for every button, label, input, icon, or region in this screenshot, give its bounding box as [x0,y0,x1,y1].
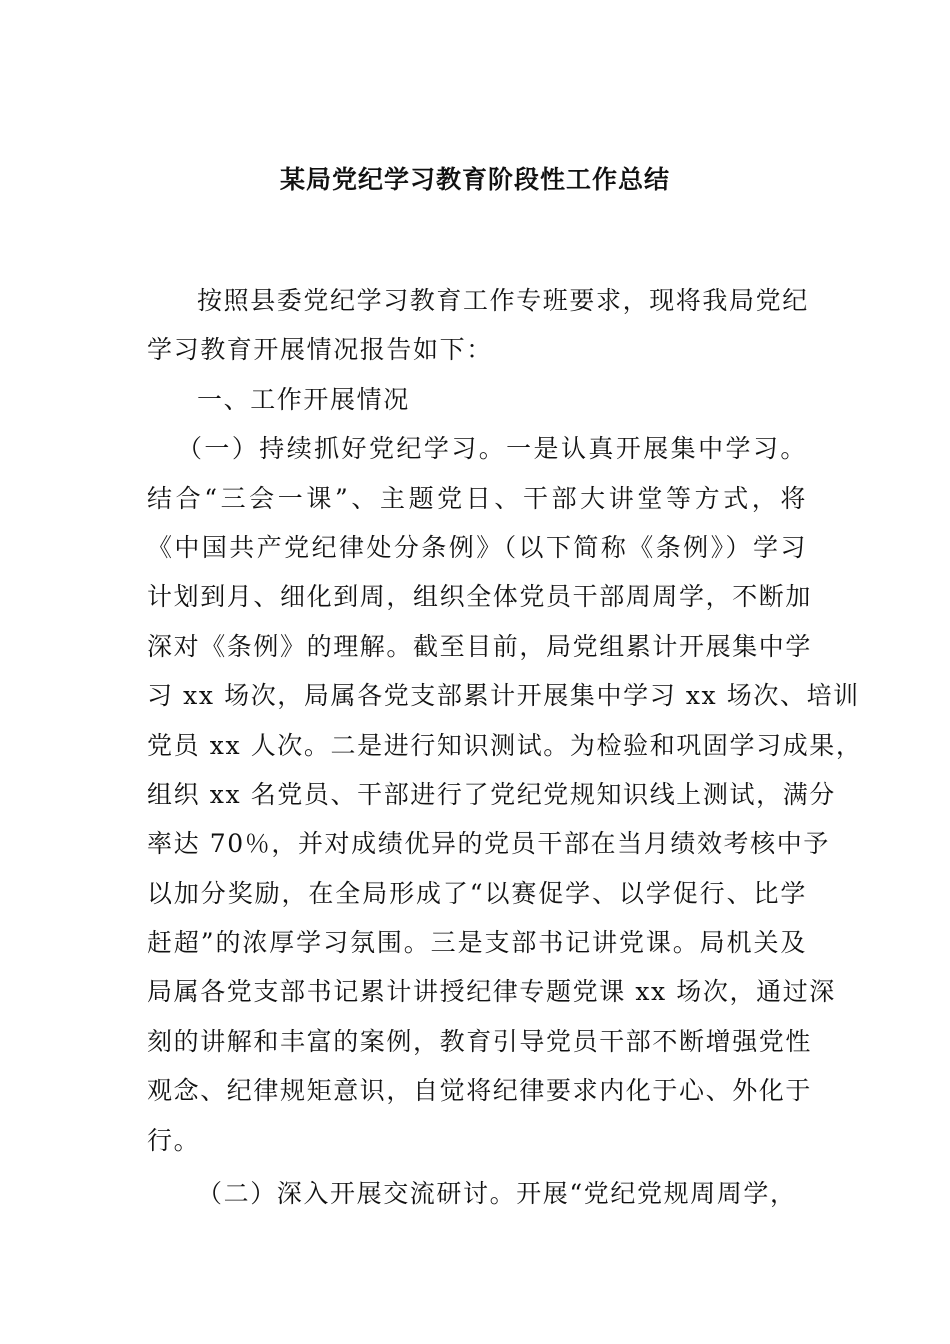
subsection-2-line-1: （二）深入开展交流研讨。开展“党纪党规周周学， [197,1179,797,1209]
subsection-1-line-7: 党员 xx 人次。二是进行知识测试。为检验和巩固学习成果， [147,730,863,760]
subsection-1-line-6: 习 xx 场次，局属各党支部累计开展集中学习 xx 场次、培训 [147,681,860,711]
subsection-1-line-9: 率达 70％，并对成绩优异的党员干部在当月绩效考核中予 [147,829,830,859]
subsection-1-line-14: 观念、纪律规矩意识，自觉将纪律要求内化于心、外化于 [147,1076,813,1106]
subsection-1-line-2: 结合“三会一课”、主题党日、干部大讲堂等方式，将 [147,483,807,513]
subsection-1-line-15: 行。 [147,1125,201,1155]
subsection-1-line-1: （一）持续抓好党纪学习。一是认真开展集中学习。 [177,434,807,464]
subsection-1-line-8: 组织 xx 名党员、干部进行了党纪党规知识线上测试，满分 [147,779,836,809]
document-title: 某局党纪学习教育阶段性工作总结 [279,165,670,194]
section-heading-1: 一、工作开展情况 [197,384,410,414]
subsection-1-line-13: 刻的讲解和丰富的案例，教育引导党员干部不断增强党性 [147,1026,813,1056]
subsection-1-line-11: 赶超”的浓厚学习氛围。三是支部书记讲党课。局机关及 [147,928,807,958]
subsection-1-line-12: 局属各党支部书记累计讲授纪律专题党课 xx 场次，通过深 [147,977,836,1007]
document-body [147,276,863,1218]
subsection-1-line-10: 以加分奖励，在全局形成了“以赛促学、以学促行、比学 [147,878,807,908]
paragraph-intro-line-2: 学习教育开展情况报告如下： [147,335,493,365]
subsection-1-line-4: 计划到月、细化到周，组织全体党员干部周周学，不断加 [147,582,813,612]
subsection-1-line-3: 《中国共产党纪律处分条例》（以下简称《条例》）学习 [147,532,807,562]
paragraph-intro-line-1: 按照县委党纪学习教育工作专班要求，现将我局党纪 [197,286,809,315]
subsection-1-line-5: 深对《条例》的理解。截至目前，局党组累计开展集中学 [147,631,813,661]
